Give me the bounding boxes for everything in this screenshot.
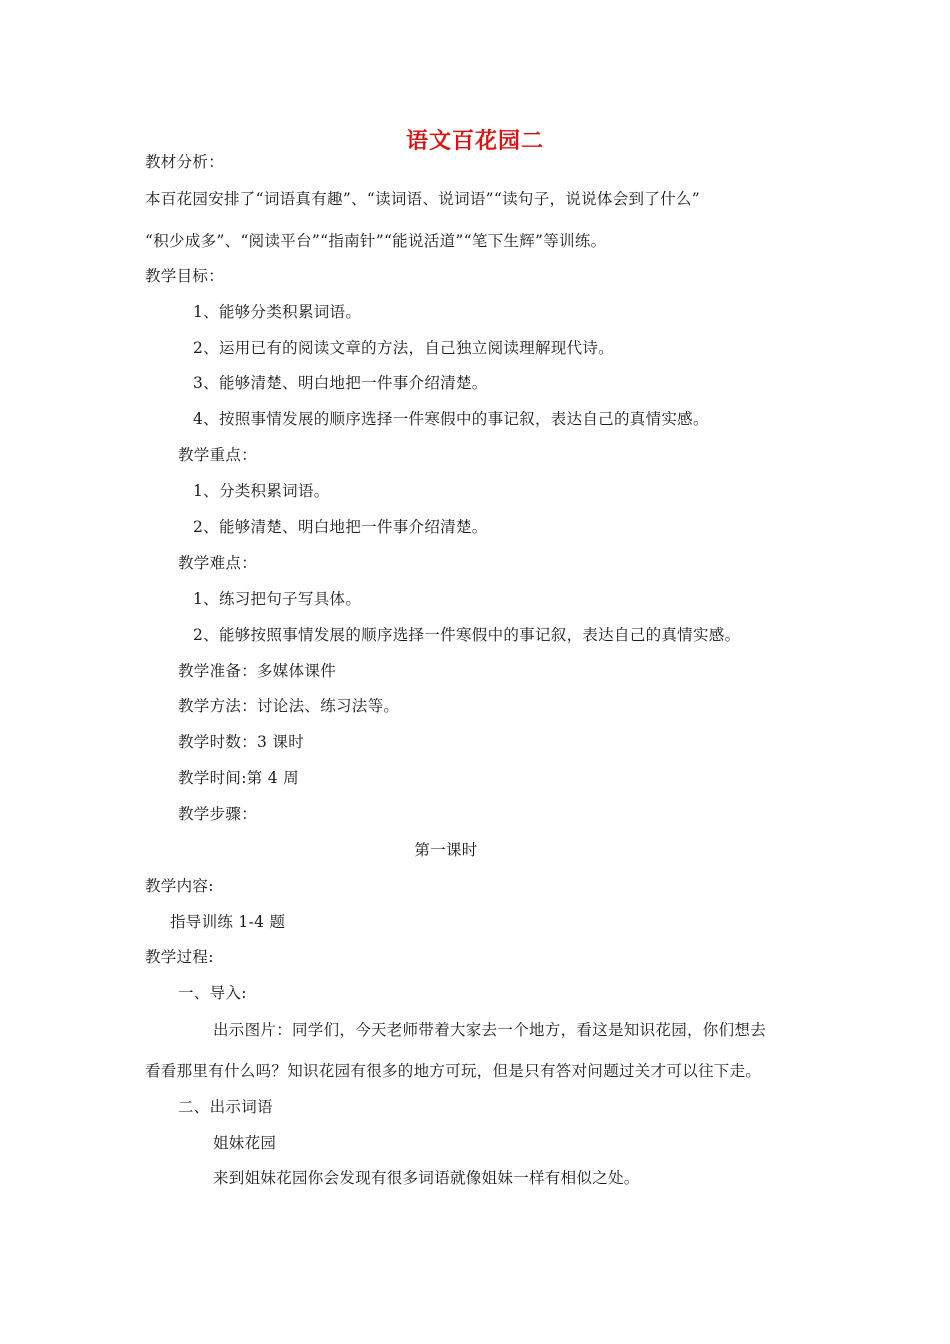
key-point-item: 1、分类积累词语。 — [193, 482, 330, 500]
goals-heading: 教学目标： — [145, 267, 225, 285]
section-1-text-line-1: 出示图片：同学们，今天老师带着大家去一个地方，看这是知识花园，你们想去 — [213, 1021, 767, 1039]
difficulty-item: 1、练习把句子写具体。 — [193, 590, 362, 608]
lesson-title: 第一课时 — [414, 841, 478, 859]
preparation-line: 教学准备：多媒体课件 — [178, 662, 337, 680]
goal-item: 1、能够分类积累词语。 — [193, 303, 362, 321]
hours-line: 教学时数：3 课时 — [178, 733, 304, 751]
content-text: 指导训练 1-4 题 — [170, 913, 286, 931]
method-line: 教学方法：讨论法、练习法等。 — [178, 697, 400, 715]
goal-item: 4、按照事情发展的顺序选择一件寒假中的事记叙，表达自己的真情实感。 — [193, 410, 709, 428]
content-heading: 教学内容: — [145, 877, 214, 895]
garden-text: 来到姐妹花园你会发现有很多词语就像姐妹一样有相似之处。 — [213, 1169, 640, 1187]
section-1-text-line-2: 看看那里有什么吗？知识花园有很多的地方可玩，但是只有答对问题过关才可以往下走。 — [145, 1062, 762, 1080]
key-points-heading: 教学重点： — [178, 446, 258, 464]
process-heading: 教学过程: — [145, 948, 214, 966]
key-point-item: 2、能够清楚、明白地把一件事介绍清楚。 — [193, 518, 488, 536]
difficulty-item: 2、能够按照事情发展的顺序选择一件寒假中的事记叙，表达自己的真情实感。 — [193, 626, 741, 644]
goal-item: 3、能够清楚、明白地把一件事介绍清楚。 — [193, 374, 488, 392]
analysis-text-line-1: 本百花园安排了“词语真有趣”、“读词语、说词语”“读句子，说说体会到了什么” — [145, 190, 700, 208]
steps-heading: 教学步骤： — [178, 805, 258, 823]
garden-name: 姐妹花园 — [213, 1134, 277, 1152]
difficulties-heading: 教学难点： — [178, 554, 258, 572]
section-2-heading: 二、出示词语 — [178, 1098, 273, 1116]
document-title: 语文百花园二 — [405, 129, 544, 154]
time-line: 教学时间:第 4 周 — [178, 769, 299, 787]
section-1-heading: 一、导入: — [178, 984, 247, 1002]
analysis-text-line-2: “积少成多”、“阅读平台”“指南针”“能说活道”“笔下生辉”等训练。 — [145, 232, 607, 250]
analysis-heading: 教材分析： — [145, 153, 225, 171]
goal-item: 2、运用已有的阅读文章的方法，自己独立阅读理解现代诗。 — [193, 339, 614, 357]
